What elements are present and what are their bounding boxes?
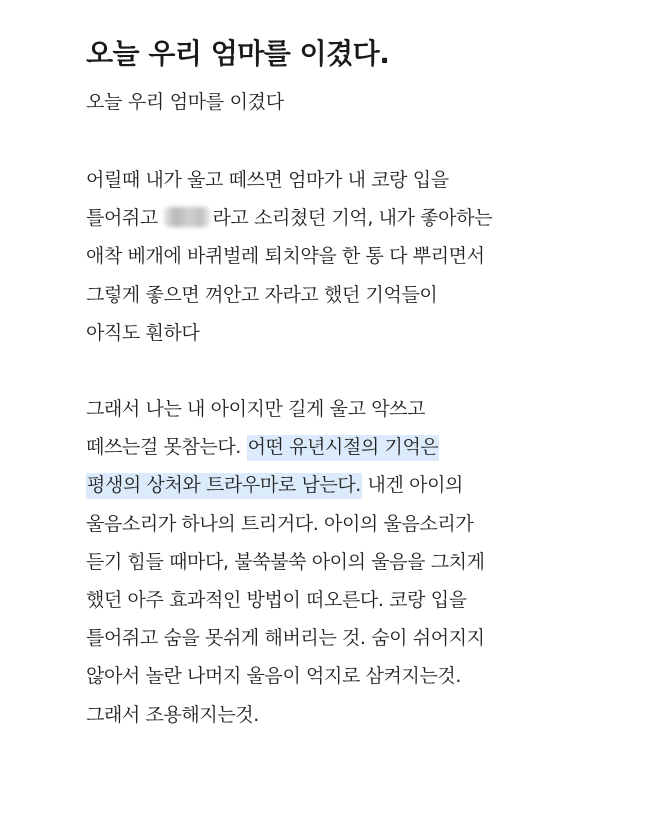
blurred-word [164, 207, 210, 227]
text-segment: 라고 소리쳤던 기억, 내가 좋아하는 [212, 207, 493, 230]
text-segment: 내겐 아이의 [361, 474, 463, 497]
text-line [86, 428, 646, 466]
text-segment: 떼쓰는걸 못참는다. [86, 436, 241, 459]
text-line: 애착 베개에 바퀴벌레 퇴치약을 한 통 다 뿌리면서 [86, 245, 485, 268]
text-line: 울음소리가 하나의 트리거다. 아이의 울음소리가 [86, 512, 474, 535]
text-segment: 틀어쥐고 [86, 207, 158, 230]
paragraph-2 [86, 390, 646, 734]
text-line [86, 466, 646, 504]
text-line: 어릴때 내가 울고 떼쓰면 엄마가 내 코랑 입을 [86, 169, 449, 191]
highlighted-text: 어떤 유년시절의 기억은 [247, 435, 440, 461]
paragraph-1 [86, 161, 646, 352]
article [86, 34, 646, 734]
text-line: 했던 아주 효과적인 방법이 떠오른다. 코랑 입을 [86, 589, 467, 612]
text-line: 틀어쥐고 숨을 못쉬게 해버리는 것. 숨이 쉬어지지 [86, 627, 485, 650]
text-line: 그렇게 좋으면 껴안고 자라고 했던 기억들이 [86, 283, 438, 306]
text-line: 그래서 나는 내 아이지만 길게 울고 악쓰고 [86, 398, 426, 421]
text-line [86, 199, 646, 237]
highlighted-text: 평생의 상처와 트라우마로 남는다. [86, 473, 362, 499]
text-line: 아직도 훤하다 [86, 321, 200, 344]
text-line: 듣기 힘들 때마다, 불쑥불쑥 아이의 울음을 그치게 [86, 550, 485, 573]
text-line: 않아서 놀란 나머지 울음이 억지로 삼켜지는것. [86, 665, 461, 688]
post-subtitle: 오늘 우리 엄마를 이겼다 [86, 91, 284, 113]
text-line: 그래서 조용해지는것. [86, 703, 259, 726]
post-title: 오늘 우리 엄마를 이겼다. [86, 37, 390, 70]
